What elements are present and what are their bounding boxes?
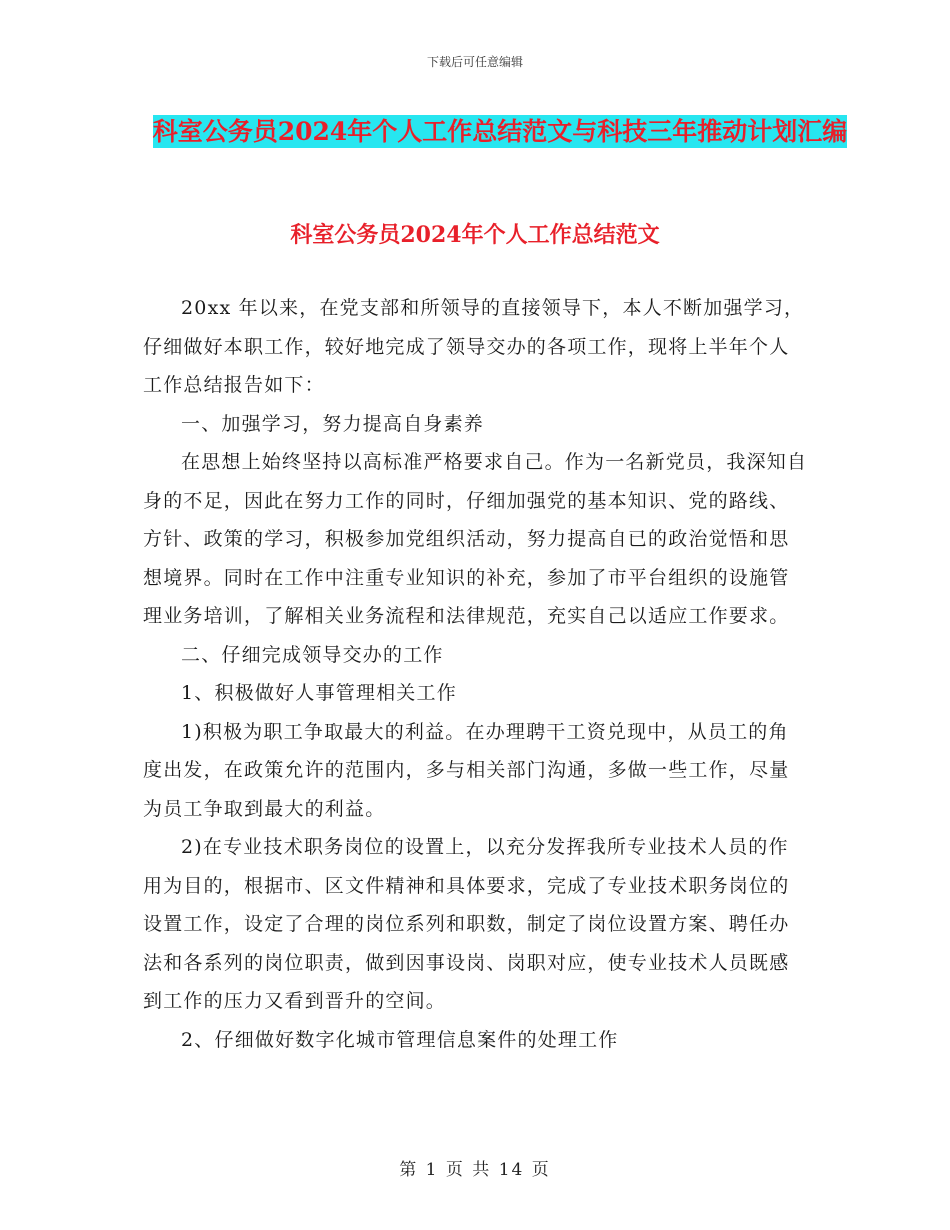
paragraph: 20xx 年以来，在党支部和所领导的直接领导下，本人不断加强学习，仔细做好本职工作，较好地完成了领导交办的各项工作，现将上半年个人工作总结报告如下： [143, 297, 805, 396]
paragraph: 2)在专业技术职务岗位的设置上，以充分发挥我所专业技术人员的作用为目的，根据市、区文件精神和具体要求，完成了专业技术职务岗位的设置工作，设定了合理的岗位系列和职数，制定了岗位设置方案、聘任办法和各系列的岗位职责，做到因事设岗、岗职对应，使专业技术人员既感到工作的压力又看到晋升的空间。 [143, 836, 790, 1012]
header-note: 下载后可任意编辑 [426, 55, 523, 69]
page-number-footer: 第 1 页 共 14 页 [399, 1160, 551, 1180]
main-title [140, 110, 860, 154]
section-heading: 二、仔细完成领导交办的工作 [181, 643, 444, 666]
paragraph: 1)积极为职工争取最大的利益。在办理聘干工资兑现中，从员工的角度出发，在政策允许的范围内，多与相关部门沟通，多做一些工作，尽量为员工争取到最大的利益。 [143, 720, 790, 820]
sub-heading: 1、积极做好人事管理相关工作 [181, 682, 457, 704]
section-title: 科室公务员2024年个人工作总结范文 [290, 222, 660, 248]
main-title-text: 科室公务员2024年个人工作总结范文与科技三年推动计划汇编 [152, 117, 848, 146]
paragraph: 在思想上始终坚持以高标准严格要求自己。作为一名新党员，我深知自身的不足，因此在努力工作的同时，仔细加强党的基本知识、党的路线、方针、政策的学习，积极参加党组织活动，努力提高自已的政治觉悟和思想境界。同时在工作中注重专业知识的补充，参加了市平台组织的设施管理业务培训，了解相关业务流程和法律规范，充实自己以适应工作要求。 [143, 451, 808, 627]
section-heading: 一、加强学习，努力提高自身素养 [181, 412, 485, 435]
sub-heading: 2、仔细做好数字化城市管理信息案件的处理工作 [181, 1028, 619, 1051]
body-text [143, 289, 808, 1059]
